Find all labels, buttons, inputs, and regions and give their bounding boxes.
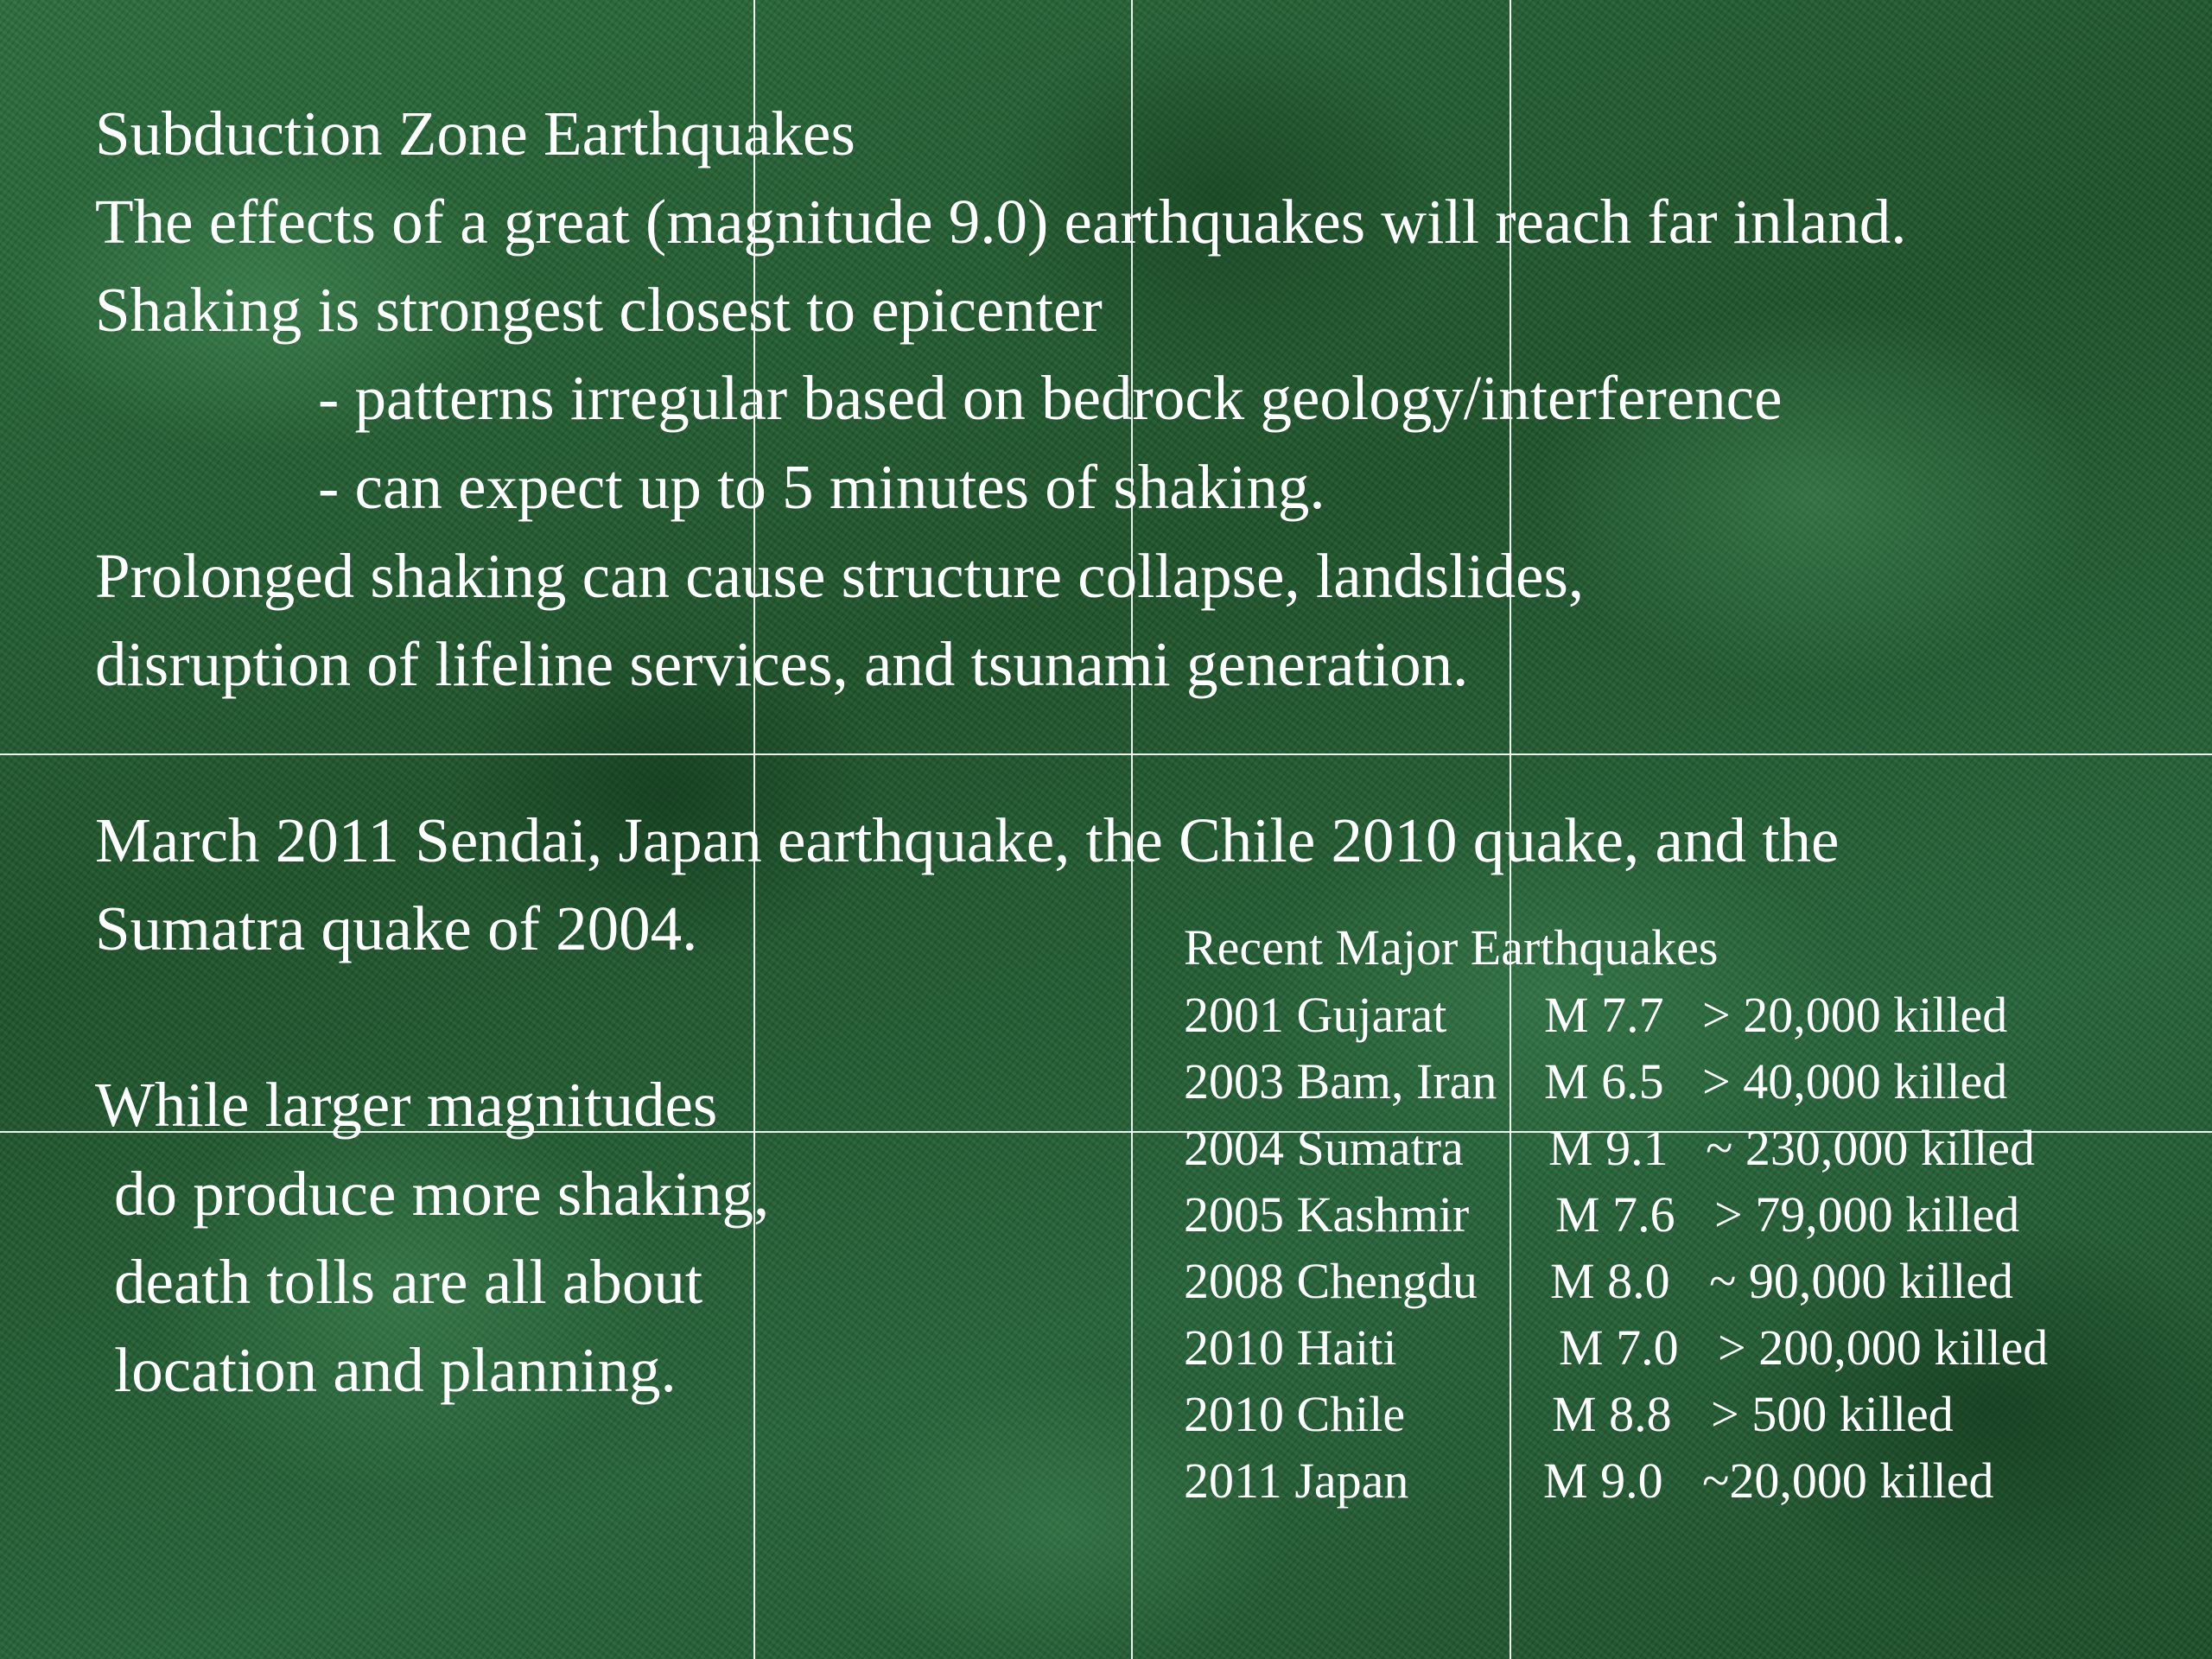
- event-cell: 2001 Gujarat: [1184, 987, 1447, 1043]
- event-cell: 2008 Chengdu: [1184, 1253, 1478, 1309]
- text-line: death tolls are all about: [114, 1247, 703, 1317]
- text-line: location and planning.: [114, 1335, 677, 1405]
- text-line: do produce more shaking,: [114, 1159, 770, 1229]
- text-line: Sumatra quake of 2004.: [95, 893, 698, 963]
- bullet-line: - can expect up to 5 minutes of shaking.: [318, 452, 1325, 522]
- table-title: Recent Major Earthquakes: [1184, 919, 1719, 976]
- event-cell: 2003 Bam, Iran: [1184, 1053, 1497, 1109]
- deaths-cell: ~ 230,000 killed: [1706, 1120, 2035, 1176]
- text-line: The effects of a great (magnitude 9.0) earthquakes will reach far inland.: [95, 187, 1907, 257]
- text-line: March 2011 Sendai, Japan earthquake, the Chile 2010 quake, and the: [95, 805, 1840, 875]
- magnitude-cell: M 8.0: [1550, 1253, 1670, 1309]
- magnitude-cell: M 7.6: [1555, 1186, 1675, 1243]
- text-line: disruption of lifeline services, and tsunami generation.: [95, 629, 1469, 699]
- deaths-cell: > 20,000 killed: [1702, 987, 2008, 1043]
- event-cell: 2005 Kashmir: [1184, 1186, 1470, 1243]
- event-cell: 2010 Haiti: [1184, 1319, 1397, 1376]
- slide-title: Subduction Zone Earthquakes: [95, 99, 855, 168]
- magnitude-cell: M 9.0: [1543, 1452, 1663, 1509]
- text-line: While larger magnitudes: [95, 1070, 718, 1140]
- deaths-cell: ~20,000 killed: [1702, 1452, 1994, 1509]
- deaths-cell: > 40,000 killed: [1702, 1053, 2008, 1109]
- grid-line-horizontal-1: [0, 753, 2212, 755]
- event-cell: 2010 Chile: [1184, 1386, 1406, 1442]
- event-cell: 2011 Japan: [1184, 1452, 1409, 1509]
- deaths-cell: > 500 killed: [1711, 1386, 1954, 1442]
- deaths-cell: > 200,000 killed: [1718, 1319, 2049, 1376]
- event-cell: 2004 Sumatra: [1184, 1120, 1464, 1176]
- magnitude-cell: M 6.5: [1544, 1053, 1664, 1109]
- text-line: Prolonged shaking can cause structure collapse, landslides,: [95, 541, 1585, 611]
- bullet-line: - patterns irregular based on bedrock geology/interference: [318, 363, 1783, 433]
- magnitude-cell: M 8.8: [1552, 1386, 1672, 1442]
- magnitude-cell: M 7.7: [1544, 987, 1664, 1043]
- deaths-cell: ~ 90,000 killed: [1709, 1253, 2013, 1309]
- magnitude-cell: M 7.0: [1559, 1319, 1679, 1376]
- text-line: Shaking is strongest closest to epicenter: [95, 275, 1103, 345]
- deaths-cell: > 79,000 killed: [1714, 1186, 2020, 1243]
- magnitude-cell: M 9.1: [1548, 1120, 1669, 1176]
